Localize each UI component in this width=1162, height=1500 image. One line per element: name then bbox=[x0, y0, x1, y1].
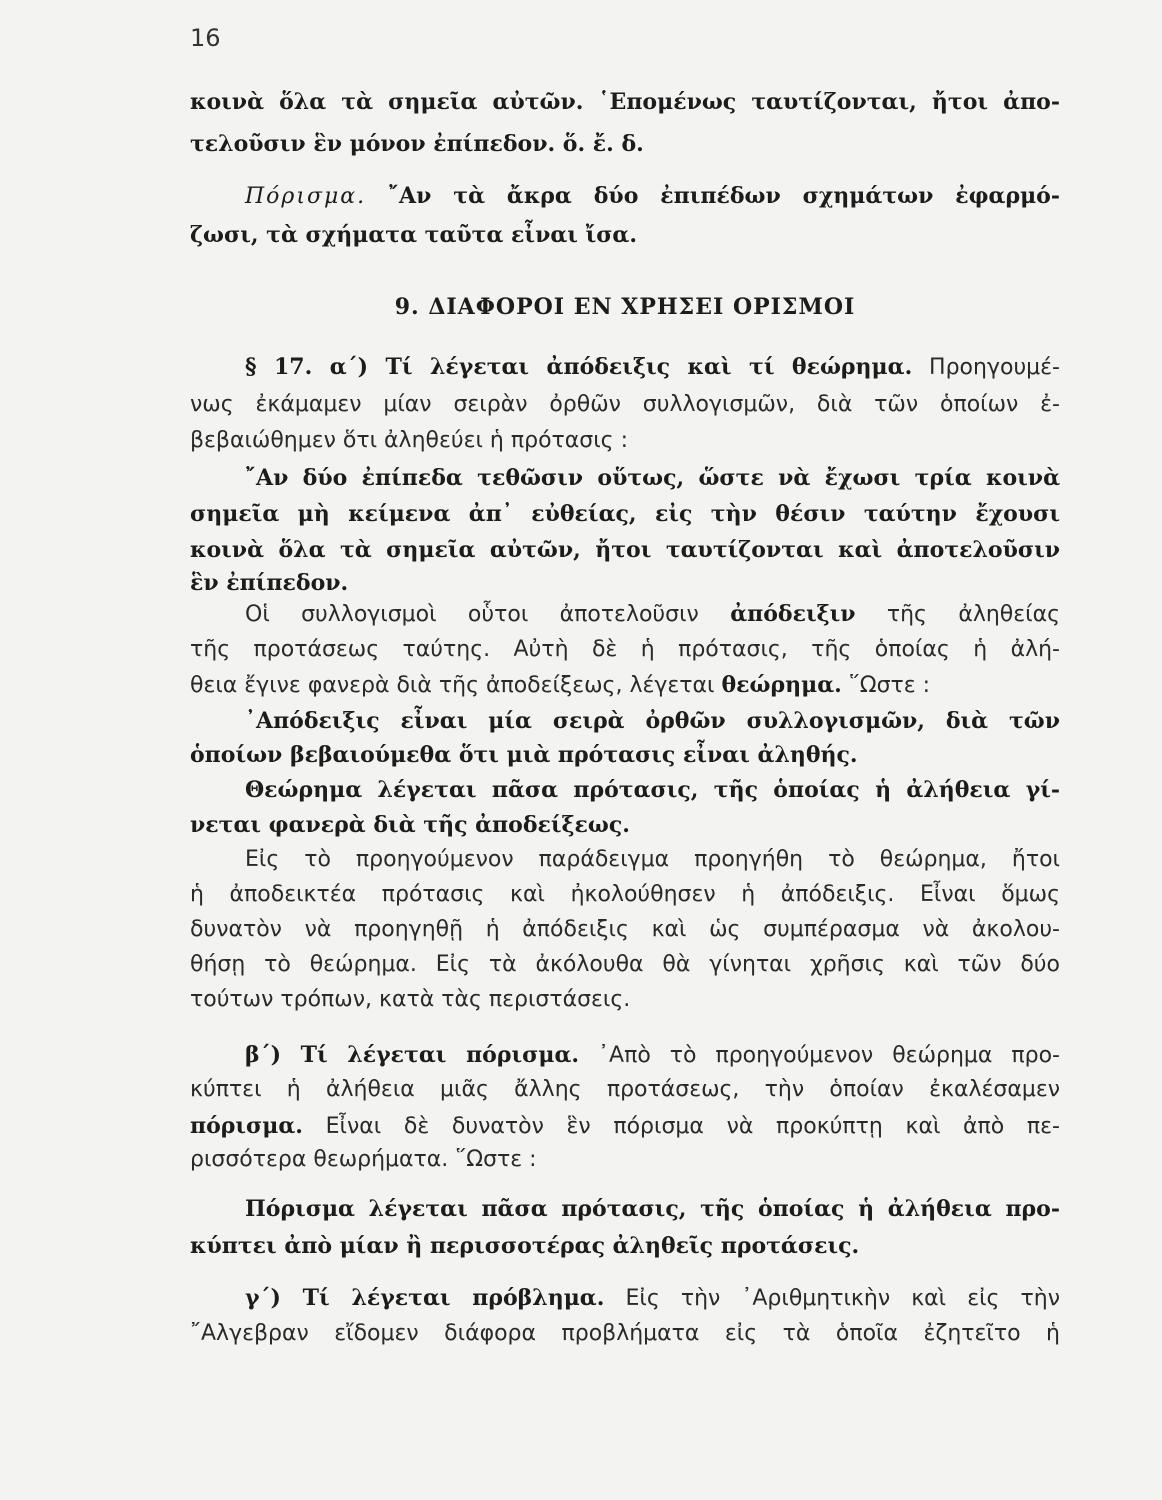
text-run: ᾽Απὸ τὸ προηγούμενον θεώρημα προ- bbox=[579, 1043, 1060, 1068]
paragraph-heading bbox=[245, 1278, 1060, 1318]
text-run: β΄) Τί λέγεται πόρισμα. bbox=[245, 1042, 580, 1068]
text-run: 9. ΔΙΑΦΟΡΟΙ ΕΝ ΧΡΗΣΕΙ ΟΡΙΣΜΟΙ bbox=[394, 294, 856, 320]
text-run: Πόρισμα λέγεται πᾶσα πρότασις, τῆς ὁποίας ἡ ἀλήθεια προ- bbox=[245, 1196, 1060, 1222]
text-run: νεται φανερὰ διὰ τῆς ἀποδείξεως. bbox=[190, 812, 630, 838]
text-run: κύπτει ἀπὸ μίαν ἢ περισσοτέρας ἀληθεῖς προτάσεις. bbox=[190, 1233, 860, 1259]
text-run: θεώρημα. bbox=[721, 672, 842, 698]
text-run: κοινὰ ὅλα τὰ σημεῖα αὐτῶν, ἤτοι ταυτίζονται καὶ ἀποτελοῦσιν bbox=[190, 537, 1060, 563]
text-run: δυνατὸν νὰ προηγηθῇ ἡ ἀπόδειξις καὶ ὡς συμπέρασμα νὰ ἀκολου- bbox=[190, 917, 1060, 942]
text-run: θεια ἔγινε φανερὰ διὰ τῆς ἀποδείξεως, λέγεται bbox=[190, 673, 722, 698]
text-run: Εἶναι δὲ δυνατὸν ἓν πόρισμα νὰ προκύπτῃ καὶ ἀπὸ πε- bbox=[302, 1114, 1060, 1139]
text-run: πόρισμα. bbox=[190, 1113, 303, 1139]
text-run: τελοῦσιν ἓν μόνον ἐπίπεδον. ὅ. ἔ. δ. bbox=[190, 131, 644, 157]
text-line bbox=[190, 385, 1060, 425]
definition-line bbox=[245, 1189, 1060, 1229]
definition-line bbox=[245, 770, 1060, 810]
text-line bbox=[190, 1070, 1060, 1110]
text-run: Εἰς τὸ προηγούμενον παράδειγμα προηγήθη τὸ θεώρημα, ἤτοι bbox=[245, 847, 1060, 872]
text-run: γ΄) Τί λέγεται πρόβλημα. bbox=[245, 1285, 605, 1311]
text-run: Θεώρημα λέγεται πᾶσα πρότασις, τῆς ὁποίας ἡ ἀλήθεια γί- bbox=[245, 777, 1060, 803]
theorem-line bbox=[190, 494, 1060, 534]
text-run: ἀπόδειξιν bbox=[730, 601, 856, 627]
text-line bbox=[190, 875, 1060, 915]
text-run: ᾽Απόδειξις εἶναι μία σειρὰ ὀρθῶν συλλογισμῶν, διὰ τῶν bbox=[245, 708, 1060, 734]
definition-line bbox=[190, 1226, 1060, 1266]
text-line bbox=[190, 665, 1060, 705]
text-run: ῎Αν δύο ἐπίπεδα τεθῶσιν οὕτως, ὥστε νὰ ἔχωσι τρία κοινὰ bbox=[245, 465, 1060, 491]
text-line bbox=[190, 910, 1060, 950]
text-line bbox=[190, 630, 1060, 670]
text-run: ζωσι, τὰ σχήματα ταῦτα εἶναι ἴσα. bbox=[190, 222, 638, 248]
page-number: 16 bbox=[190, 24, 221, 52]
text-line bbox=[190, 421, 1060, 461]
text-run: ῎Αλγεβραν εἴδομεν διάφορα προβλήματα εἰς τὰ ὁποῖα ἐζητεῖτο ἡ bbox=[190, 1321, 1060, 1346]
text-run: ρισσότερα θεωρήματα. ῞Ωστε : bbox=[190, 1147, 537, 1172]
text-run: ὁποίων βεβαιούμεθα ὅτι μιὰ πρότασις εἶναι ἀληθής. bbox=[190, 742, 858, 768]
text-run: Οἱ συλλογισμοὶ οὗτοι ἀποτελοῦσιν bbox=[245, 602, 731, 627]
text-run: ἓν ἐπίπεδον. bbox=[190, 570, 349, 596]
definition-line bbox=[190, 805, 1060, 845]
text-run: Πόρισμα. bbox=[245, 184, 367, 209]
paragraph-heading bbox=[245, 347, 1060, 387]
definition-line bbox=[190, 735, 1060, 775]
text-run: τῆς προτάσεως ταύτης. Αὐτὴ δὲ ἡ πρότασις, τῆς ὁποίας ἡ ἀλή- bbox=[190, 637, 1060, 662]
paragraph-heading bbox=[245, 1035, 1060, 1075]
section-heading bbox=[190, 287, 1060, 327]
text-line bbox=[245, 594, 1060, 634]
text-run: κύπτει ἡ ἀλήθεια μιᾶς ἄλλης προτάσεως, τὴν ὁποίαν ἐκαλέσαμεν bbox=[190, 1077, 1060, 1102]
text-line bbox=[245, 840, 1060, 880]
text-line bbox=[190, 1314, 1060, 1354]
text-run: § 17. α΄) Τί λέγεται ἀπόδειξις καὶ τί θεώρημα. bbox=[245, 354, 913, 380]
text-run: τῆς ἀληθείας bbox=[855, 602, 1060, 627]
text-run: νως ἐκάμαμεν μίαν σειρὰν ὀρθῶν συλλογισμῶν, διὰ τῶν ὁποίων ἐ- bbox=[190, 392, 1060, 417]
text-run: βεβαιώθημεν ὅτι ἀληθεύει ἡ πρότασις : bbox=[190, 428, 628, 453]
text-run: Προηγουμέ- bbox=[912, 355, 1060, 380]
text-line bbox=[190, 1140, 1060, 1180]
theorem-line bbox=[245, 458, 1060, 498]
text-line bbox=[190, 980, 1060, 1020]
text-line bbox=[190, 124, 1060, 164]
text-line bbox=[190, 215, 1060, 255]
text-run: ῞Ωστε : bbox=[841, 673, 931, 698]
text-run: τούτων τρόπων, κατὰ τὰς περιστάσεις. bbox=[190, 987, 631, 1012]
text-run: Εἰς τὴν ᾽Αριθμητικὴν καὶ εἰς τὴν bbox=[604, 1286, 1061, 1311]
text-line bbox=[190, 82, 1060, 122]
text-line bbox=[190, 945, 1060, 985]
text-run: κοινὰ ὅλα τὰ σημεῖα αὐτῶν. ῾Επομένως ταυτίζονται, ἤτοι ἀπο- bbox=[190, 89, 1060, 115]
text-run: σημεῖα μὴ κείμενα ἀπ᾽ εὐθείας, εἰς τὴν θέσιν ταύτην ἔχουσι bbox=[190, 501, 1060, 527]
text-run: ῎Αν τὰ ἄκρα δύο ἐπιπέδων σχημάτων ἐφαρμό- bbox=[366, 183, 1060, 209]
text-run: ἡ ἀποδεικτέα πρότασις καὶ ἠκολούθησεν ἡ ἀπόδειξις. Εἶναι ὅμως bbox=[190, 882, 1060, 907]
corollary-line bbox=[245, 176, 1060, 216]
text-run: θήσῃ τὸ θεώρημα. Εἰς τὰ ἀκόλουθα θὰ γίνηται χρῆσις καὶ τῶν δύο bbox=[190, 952, 1060, 977]
